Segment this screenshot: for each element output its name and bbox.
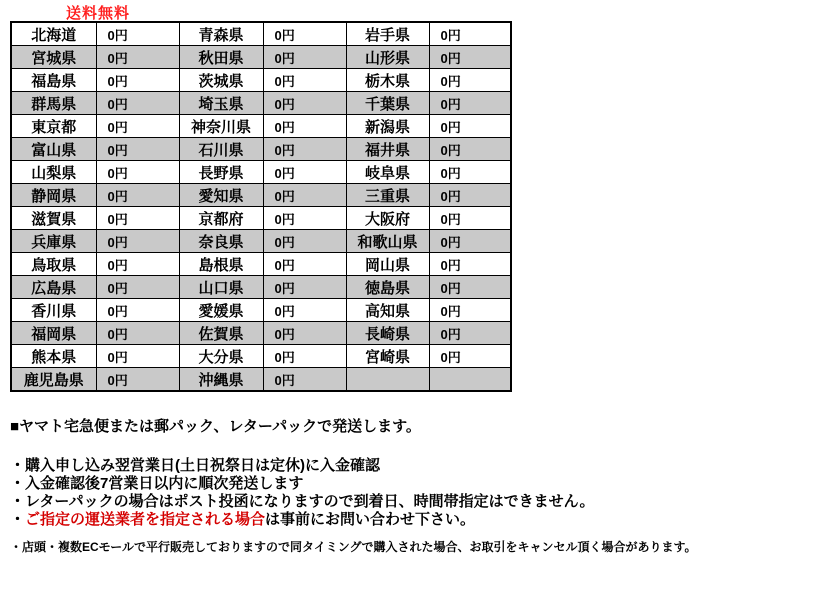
fee-cell: 0円 — [263, 161, 346, 184]
fee-cell: 0円 — [429, 345, 511, 368]
prefecture-cell: 香川県 — [11, 299, 96, 322]
fee-cell: 0円 — [429, 276, 511, 299]
prefecture-cell: 愛媛県 — [179, 299, 263, 322]
fee-cell: 0円 — [429, 230, 511, 253]
fee-cell: 0円 — [263, 69, 346, 92]
table-row — [11, 276, 511, 299]
prefecture-cell: 宮城県 — [11, 46, 96, 69]
prefecture-cell: 長野県 — [179, 161, 263, 184]
prefecture-cell: 群馬県 — [11, 92, 96, 115]
fee-cell: 0円 — [263, 22, 346, 46]
prefecture-cell: 長崎県 — [346, 322, 429, 345]
prefecture-cell: 高知県 — [346, 299, 429, 322]
prefecture-cell: 福岡県 — [11, 322, 96, 345]
note-red-text: ご指定の運送業者を指定される場合 — [25, 511, 266, 528]
fee-cell: 0円 — [96, 115, 179, 138]
prefecture-cell: 広島県 — [11, 276, 96, 299]
fee-cell: 0円 — [429, 322, 511, 345]
fee-cell: 0円 — [96, 161, 179, 184]
prefecture-cell: 大分県 — [179, 345, 263, 368]
fee-cell: 0円 — [263, 184, 346, 207]
prefecture-cell: 徳島県 — [346, 276, 429, 299]
prefecture-cell: 岐阜県 — [346, 161, 429, 184]
fee-cell: 0円 — [96, 69, 179, 92]
fee-cell: 0円 — [263, 322, 346, 345]
table-row — [11, 69, 511, 92]
fee-cell: 0円 — [429, 299, 511, 322]
shipping-fee-table — [10, 21, 512, 392]
prefecture-cell: 兵庫県 — [11, 230, 96, 253]
prefecture-cell: 鹿児島県 — [11, 368, 96, 392]
prefecture-cell: 島根県 — [179, 253, 263, 276]
fee-cell: 0円 — [429, 46, 511, 69]
fee-cell: 0円 — [96, 46, 179, 69]
shipping-notes-list — [10, 457, 595, 529]
prefecture-cell: 福島県 — [11, 69, 96, 92]
prefecture-cell: 富山県 — [11, 138, 96, 161]
note-bullet-line — [10, 475, 595, 493]
prefecture-cell: 埼玉県 — [179, 92, 263, 115]
table-row — [11, 115, 511, 138]
table-row — [11, 184, 511, 207]
fee-cell: 0円 — [96, 345, 179, 368]
table-row — [11, 253, 511, 276]
fee-cell: 0円 — [96, 230, 179, 253]
prefecture-cell: 鳥取県 — [11, 253, 96, 276]
prefecture-cell: 神奈川県 — [179, 115, 263, 138]
prefecture-cell: 青森県 — [179, 22, 263, 46]
fee-cell: 0円 — [263, 368, 346, 392]
table-row — [11, 322, 511, 345]
table-row — [11, 138, 511, 161]
note-text: は事前にお問い合わせ下さい。 — [265, 511, 476, 528]
prefecture-cell: 静岡県 — [11, 184, 96, 207]
fee-cell: 0円 — [429, 138, 511, 161]
table-row — [11, 92, 511, 115]
fee-cell: 0円 — [96, 276, 179, 299]
table-row — [11, 22, 511, 46]
prefecture-cell: 三重県 — [346, 184, 429, 207]
fee-cell: 0円 — [96, 253, 179, 276]
prefecture-cell: 栃木県 — [346, 69, 429, 92]
prefecture-cell: 秋田県 — [179, 46, 263, 69]
prefecture-cell: 大阪府 — [346, 207, 429, 230]
prefecture-cell: 奈良県 — [179, 230, 263, 253]
table-row — [11, 368, 511, 392]
fee-cell: 0円 — [96, 207, 179, 230]
fee-cell: 0円 — [429, 115, 511, 138]
note-bullet-line — [10, 493, 595, 511]
fee-cell: 0円 — [263, 115, 346, 138]
fee-cell — [429, 368, 511, 392]
fee-cell: 0円 — [429, 92, 511, 115]
parallel-sale-note: ・店頭・複数ECモールで平行販売しておりますので同タイミングで購入された場合、お取引をキャンセル頂く場合があります。 — [10, 540, 697, 554]
note-text: ・入金確認後7営業日以内に順次発送します — [10, 475, 304, 492]
fee-cell: 0円 — [263, 253, 346, 276]
fee-cell: 0円 — [96, 22, 179, 46]
free-shipping-label: 送料無料 — [66, 5, 131, 22]
prefecture-cell: 千葉県 — [346, 92, 429, 115]
table-row — [11, 345, 511, 368]
fee-cell: 0円 — [429, 184, 511, 207]
fee-cell: 0円 — [96, 322, 179, 345]
prefecture-cell: 岡山県 — [346, 253, 429, 276]
note-text: ・レターパックの場合はポスト投函になりますので到着日、時間帯指定はできません。 — [10, 493, 595, 510]
prefecture-cell: 山形県 — [346, 46, 429, 69]
prefecture-cell: 岩手県 — [346, 22, 429, 46]
shipping-fee-table-body — [11, 22, 511, 391]
note-bullet-line — [10, 511, 595, 529]
fee-cell: 0円 — [429, 22, 511, 46]
prefecture-cell: 北海道 — [11, 22, 96, 46]
prefecture-cell — [346, 368, 429, 392]
prefecture-cell: 石川県 — [179, 138, 263, 161]
fee-cell: 0円 — [96, 368, 179, 392]
prefecture-cell: 宮崎県 — [346, 345, 429, 368]
fee-cell: 0円 — [429, 161, 511, 184]
shipping-method-heading: ■ヤマト宅急便または郵パック、レターパックで発送します。 — [10, 418, 421, 435]
fee-cell: 0円 — [96, 299, 179, 322]
fee-cell: 0円 — [429, 253, 511, 276]
note-text: ・購入申し込み翌営業日(土日祝祭日は定休)に入金確認 — [10, 457, 380, 474]
prefecture-cell: 京都府 — [179, 207, 263, 230]
fee-cell: 0円 — [263, 207, 346, 230]
prefecture-cell: 和歌山県 — [346, 230, 429, 253]
table-row — [11, 230, 511, 253]
prefecture-cell: 愛知県 — [179, 184, 263, 207]
fee-cell: 0円 — [263, 138, 346, 161]
prefecture-cell: 茨城県 — [179, 69, 263, 92]
prefecture-cell: 滋賀県 — [11, 207, 96, 230]
fee-cell: 0円 — [263, 299, 346, 322]
prefecture-cell: 新潟県 — [346, 115, 429, 138]
fee-cell: 0円 — [263, 92, 346, 115]
prefecture-cell: 福井県 — [346, 138, 429, 161]
fee-cell: 0円 — [96, 184, 179, 207]
prefecture-cell: 沖縄県 — [179, 368, 263, 392]
fee-cell: 0円 — [263, 46, 346, 69]
fee-cell: 0円 — [263, 345, 346, 368]
fee-cell: 0円 — [263, 230, 346, 253]
prefecture-cell: 山梨県 — [11, 161, 96, 184]
prefecture-cell: 山口県 — [179, 276, 263, 299]
prefecture-cell: 熊本県 — [11, 345, 96, 368]
table-row — [11, 299, 511, 322]
prefecture-cell: 東京都 — [11, 115, 96, 138]
fee-cell: 0円 — [429, 69, 511, 92]
fee-cell: 0円 — [96, 138, 179, 161]
note-text: ・ — [10, 511, 26, 528]
prefecture-cell: 佐賀県 — [179, 322, 263, 345]
fee-cell: 0円 — [263, 276, 346, 299]
fee-cell: 0円 — [96, 92, 179, 115]
table-row — [11, 161, 511, 184]
fee-cell: 0円 — [429, 207, 511, 230]
table-row — [11, 46, 511, 69]
table-row — [11, 207, 511, 230]
note-bullet-line — [10, 457, 595, 475]
